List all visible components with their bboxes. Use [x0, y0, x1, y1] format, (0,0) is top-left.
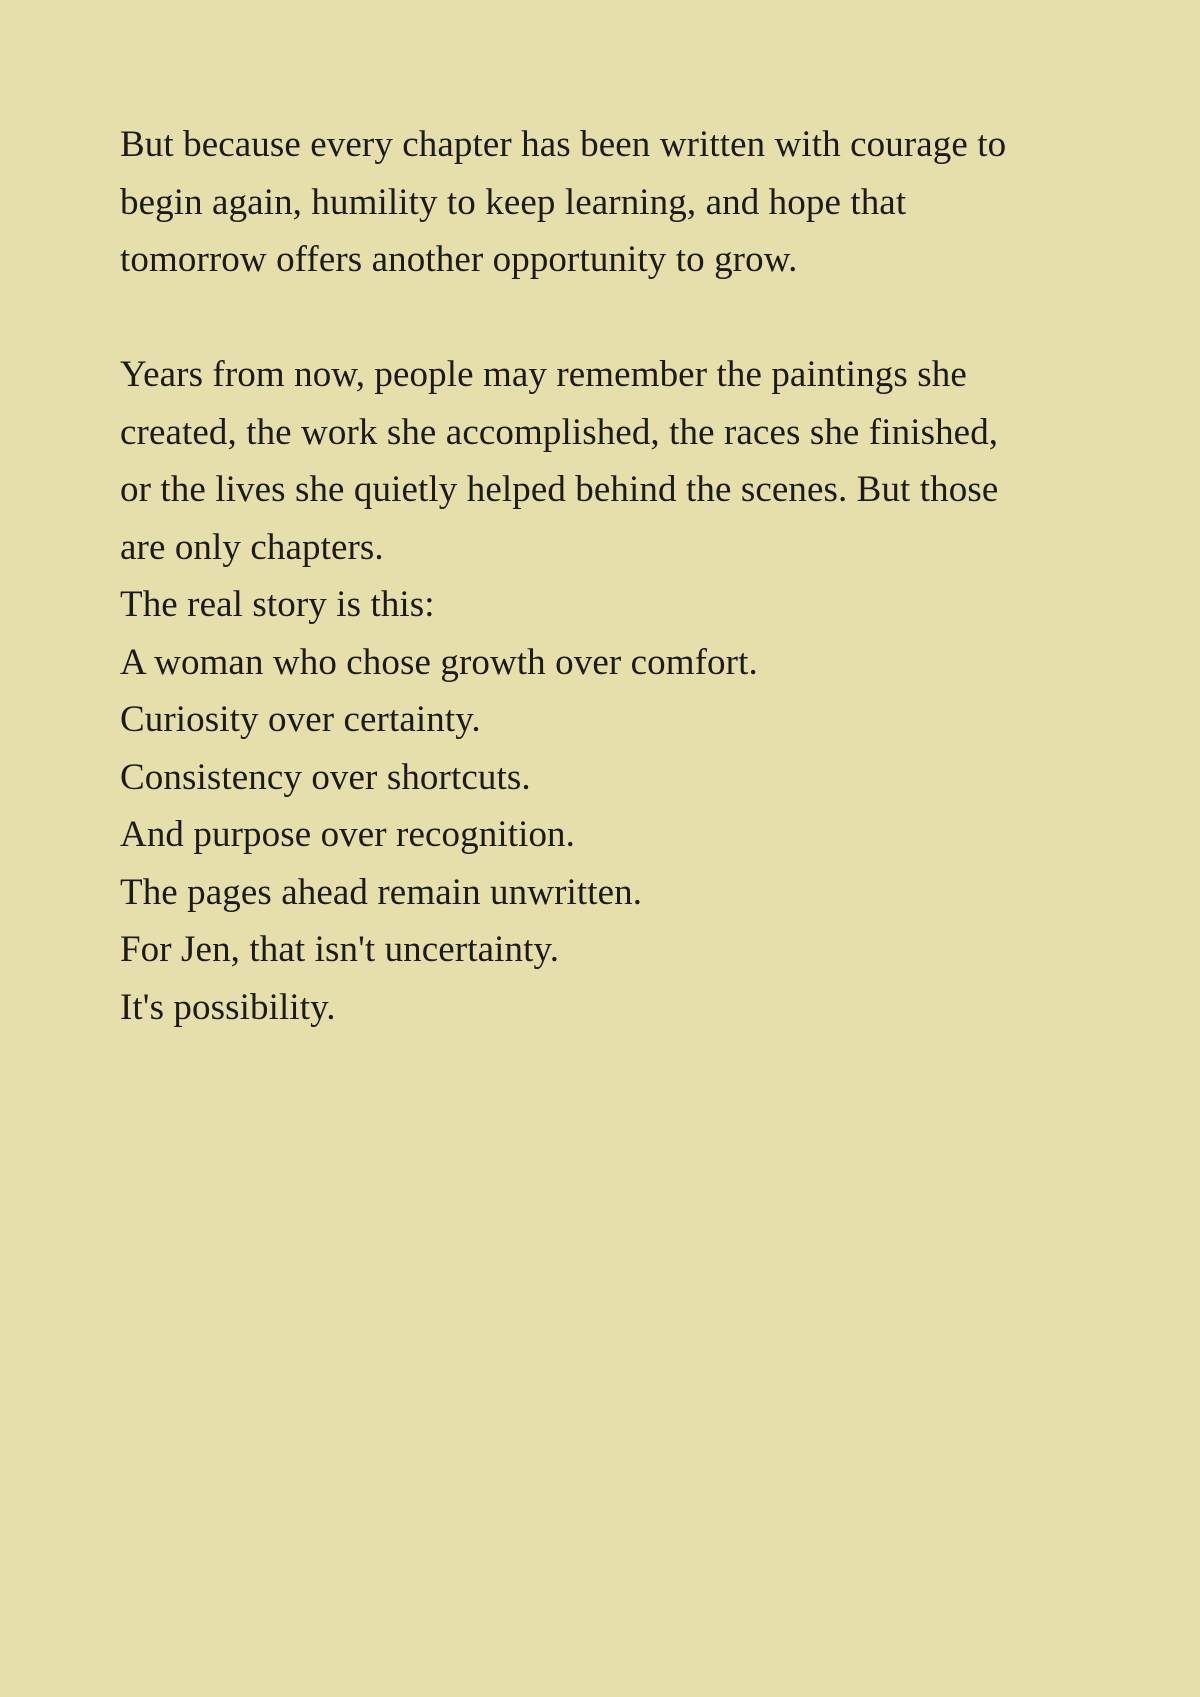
text-line: tomorrow offers another opportunity to grow. — [120, 239, 798, 280]
text-line: begin again, humility to keep learning, and hope that — [120, 181, 907, 223]
paragraph-2 — [120, 346, 1090, 576]
text-line: But because every chapter has been written with courage to — [120, 124, 1007, 165]
text-line: Years from now, people may remember the paintings she — [120, 354, 967, 395]
text-line: are only chapters. — [120, 526, 384, 568]
closing-line: It's possibility. — [120, 986, 336, 1028]
text-line: or the lives she quietly helped behind the scenes. But those — [120, 469, 999, 510]
paragraph-1 — [120, 116, 1090, 289]
closing-line: And purpose over recognition. — [120, 814, 576, 855]
closing-lines — [120, 576, 1090, 1036]
closing-line: For Jen, that isn't uncertainty. — [120, 929, 560, 970]
closing-line: The pages ahead remain unwritten. — [120, 871, 643, 913]
closing-line: The real story is this: — [120, 584, 435, 625]
closing-line: Consistency over shortcuts. — [120, 756, 531, 798]
text-line: created, the work she accomplished, the races she finished, — [120, 411, 999, 453]
paragraph-spacer — [120, 289, 1090, 347]
closing-line: A woman who chose growth over comfort. — [120, 641, 758, 683]
closing-line: Curiosity over certainty. — [120, 699, 481, 740]
